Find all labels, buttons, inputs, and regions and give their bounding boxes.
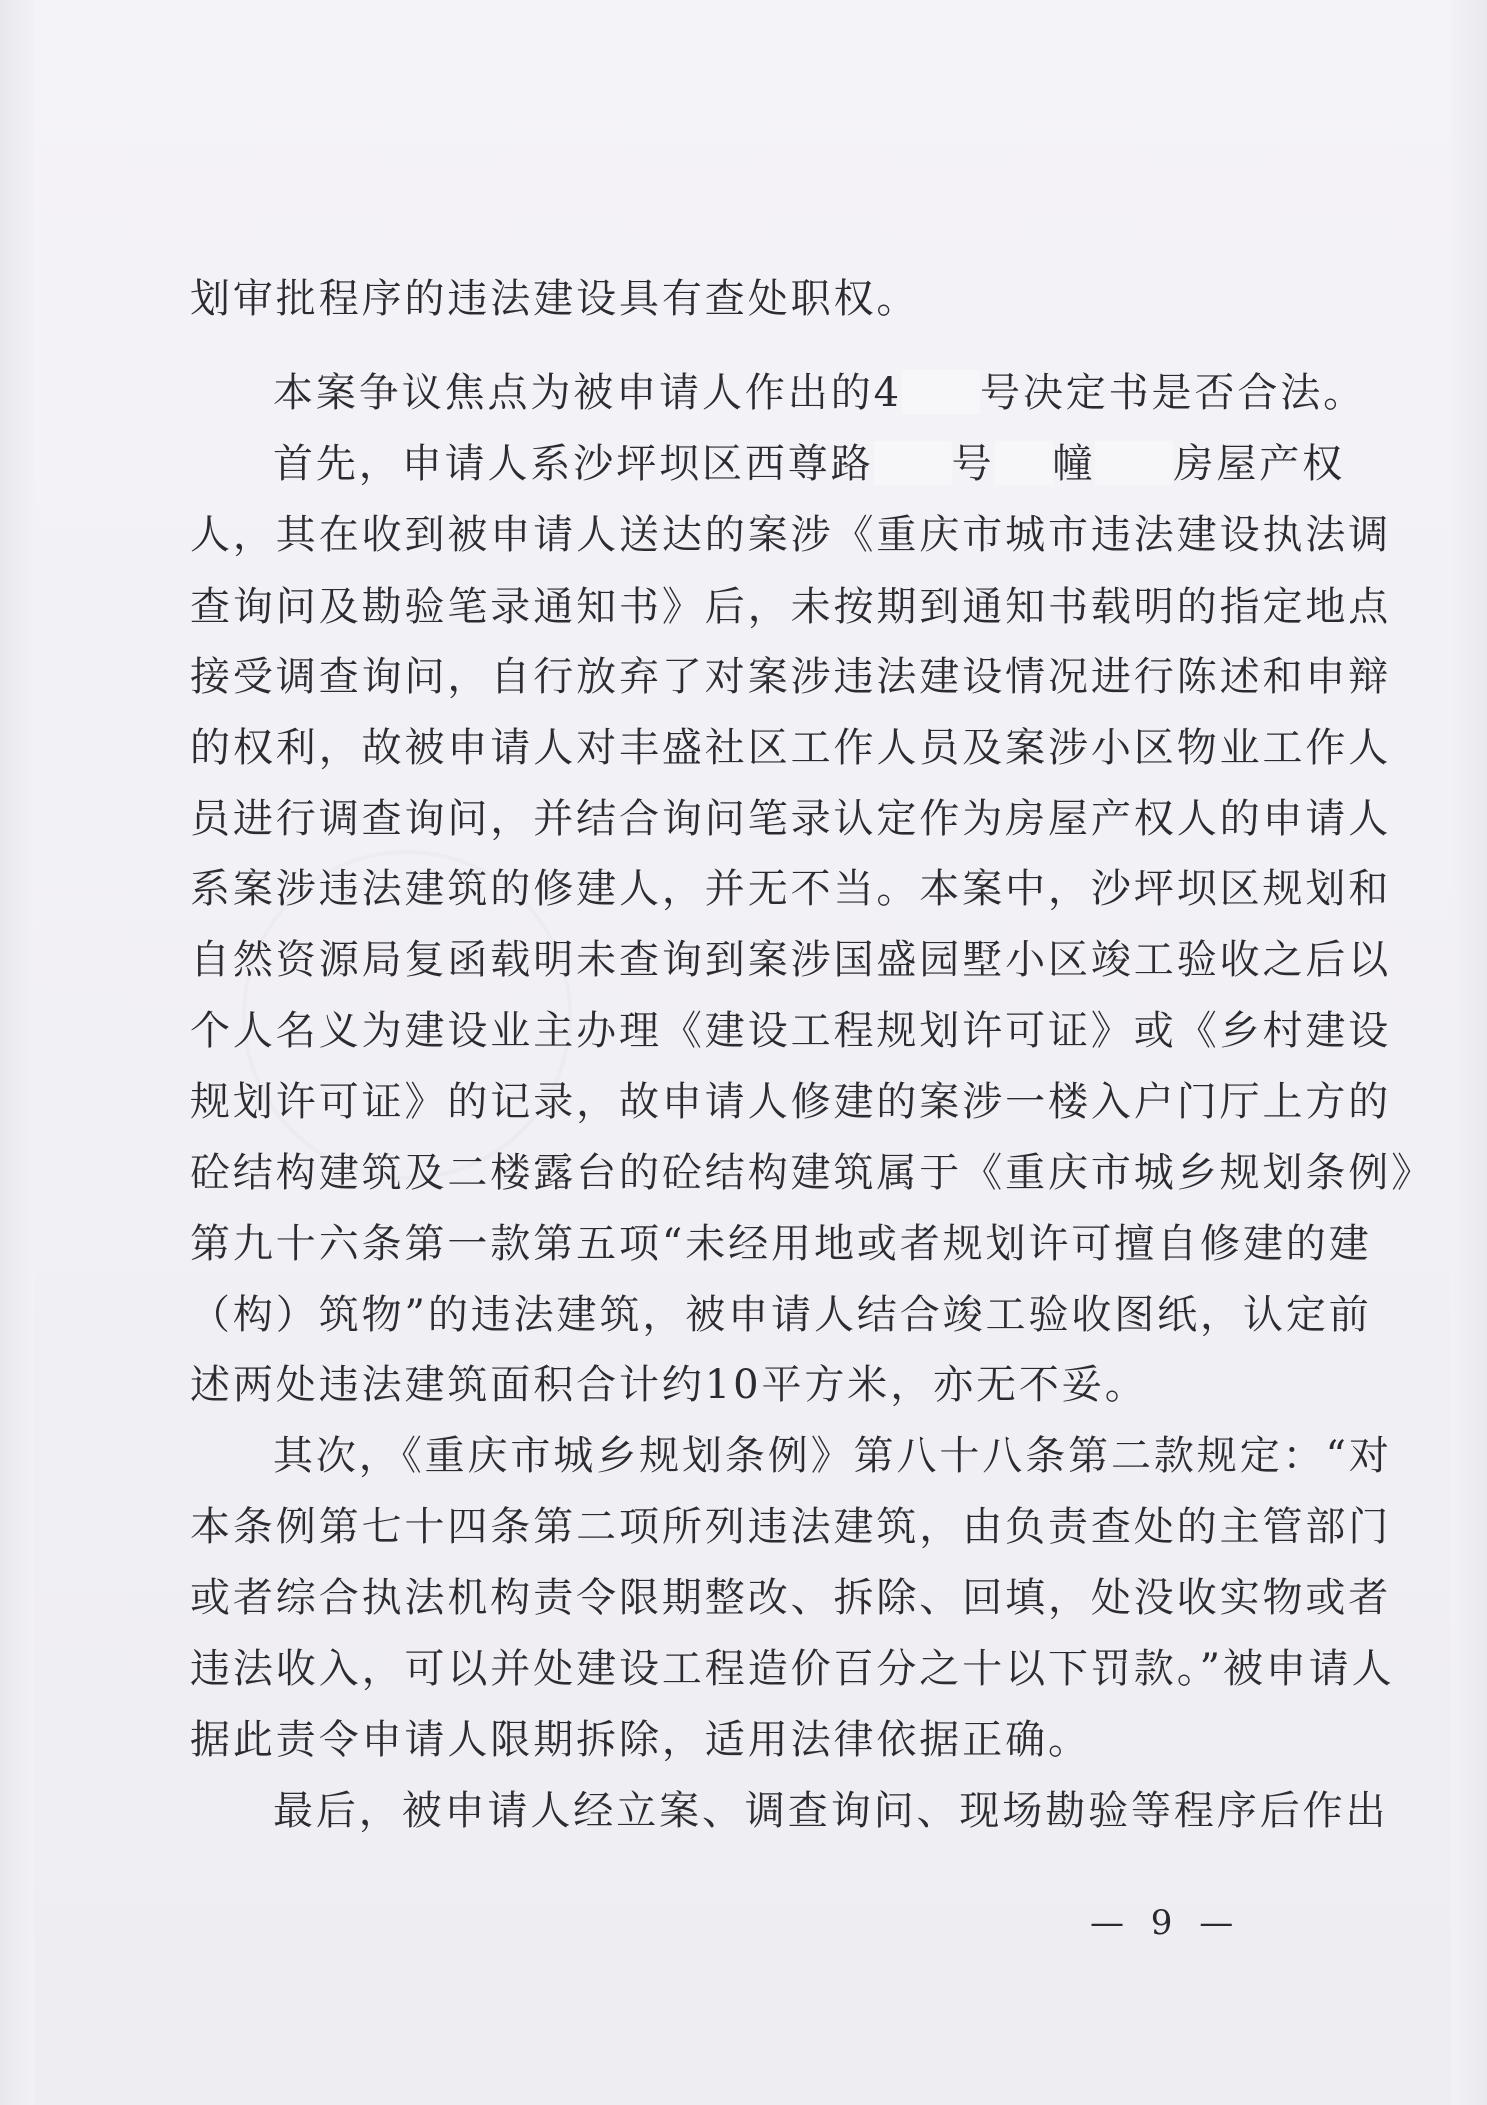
body-line-8: 员进行调查询问，并结合询问笔录认定作为房屋产权人的申请人 <box>190 796 1392 842</box>
body-line-9: 系案涉违法建筑的修建人，并无不当。本案中，沙坪坝区规划和 <box>190 866 1392 912</box>
redacted-area <box>874 441 952 485</box>
body-line-4: 人，其在收到被申请人送达的案涉《重庆市城市违法建设执法调 <box>190 512 1392 558</box>
redacted-area <box>1095 441 1173 485</box>
redacted-area <box>995 441 1053 485</box>
body-line-6: 接受调查询问，自行放弃了对案涉违法建设情况进行陈述和申辩 <box>190 654 1392 700</box>
body-line-21: 据此责令申请人限期拆除，适用法律依据正确。 <box>190 1717 1091 1763</box>
body-line-15: （构）筑物”的违法建筑，被申请人结合竣工验收图纸，认定前 <box>190 1292 1372 1338</box>
left-paper-edge <box>0 0 34 2105</box>
body-line-7: 的权利，故被申请人对丰盛社区工作人员及案涉小区物业工作人 <box>190 725 1392 771</box>
body-line-18: 本条例第七十四条第二项所列违法建筑，由负责查处的主管部门 <box>190 1504 1392 1550</box>
body-line-10: 自然资源局复函载明未查询到案涉国盛园墅小区竣工验收之后以 <box>190 937 1392 983</box>
right-paper-edge <box>1451 0 1487 2105</box>
body-line-17: 其次，《重庆市城乡规划条例》第八十八条第二款规定：“对 <box>273 1433 1392 1479</box>
page-number: — 9 — <box>1090 1903 1242 1943</box>
body-line-20: 违法收入，可以并处建设工程造价百分之十以下罚款。”被申请人 <box>190 1646 1395 1692</box>
body-line-19: 或者综合执法机构责令限期整改、拆除、回填，处没收实物或者 <box>190 1575 1392 1621</box>
body-line-2: 本案争议焦点为被申请人作出的4 号决定书是否合法。 <box>273 370 1367 416</box>
body-line-16: 述两处违法建筑面积合计约10平方米，亦无不妥。 <box>190 1362 1148 1408</box>
redacted-area <box>902 370 980 414</box>
body-line-11: 个人名义为建设业主办理《建设工程规划许可证》或《乡村建设 <box>190 1008 1392 1054</box>
body-line-13: 砼结构建筑及二楼露台的砼结构建筑属于《重庆市城乡规划条例》 <box>190 1150 1435 1196</box>
body-line-3: 首先，申请人系沙坪坝区西尊路 号 幢 房屋产权 <box>273 441 1346 487</box>
body-line-12: 规划许可证》的记录，故申请人修建的案涉一楼入户门厅上方的 <box>190 1079 1392 1125</box>
body-line-5: 查询问及勘验笔录通知书》后，未按期到通知书载明的指定地点 <box>190 584 1392 630</box>
body-line-1: 划审批程序的违法建设具有查处职权。 <box>190 276 920 322</box>
body-line-22: 最后，被申请人经立案、调查询问、现场勘验等程序后作出 <box>273 1788 1389 1834</box>
body-line-14: 第九十六条第一款第五项“未经用地或者规划许可擅自修建的建 <box>190 1221 1372 1267</box>
